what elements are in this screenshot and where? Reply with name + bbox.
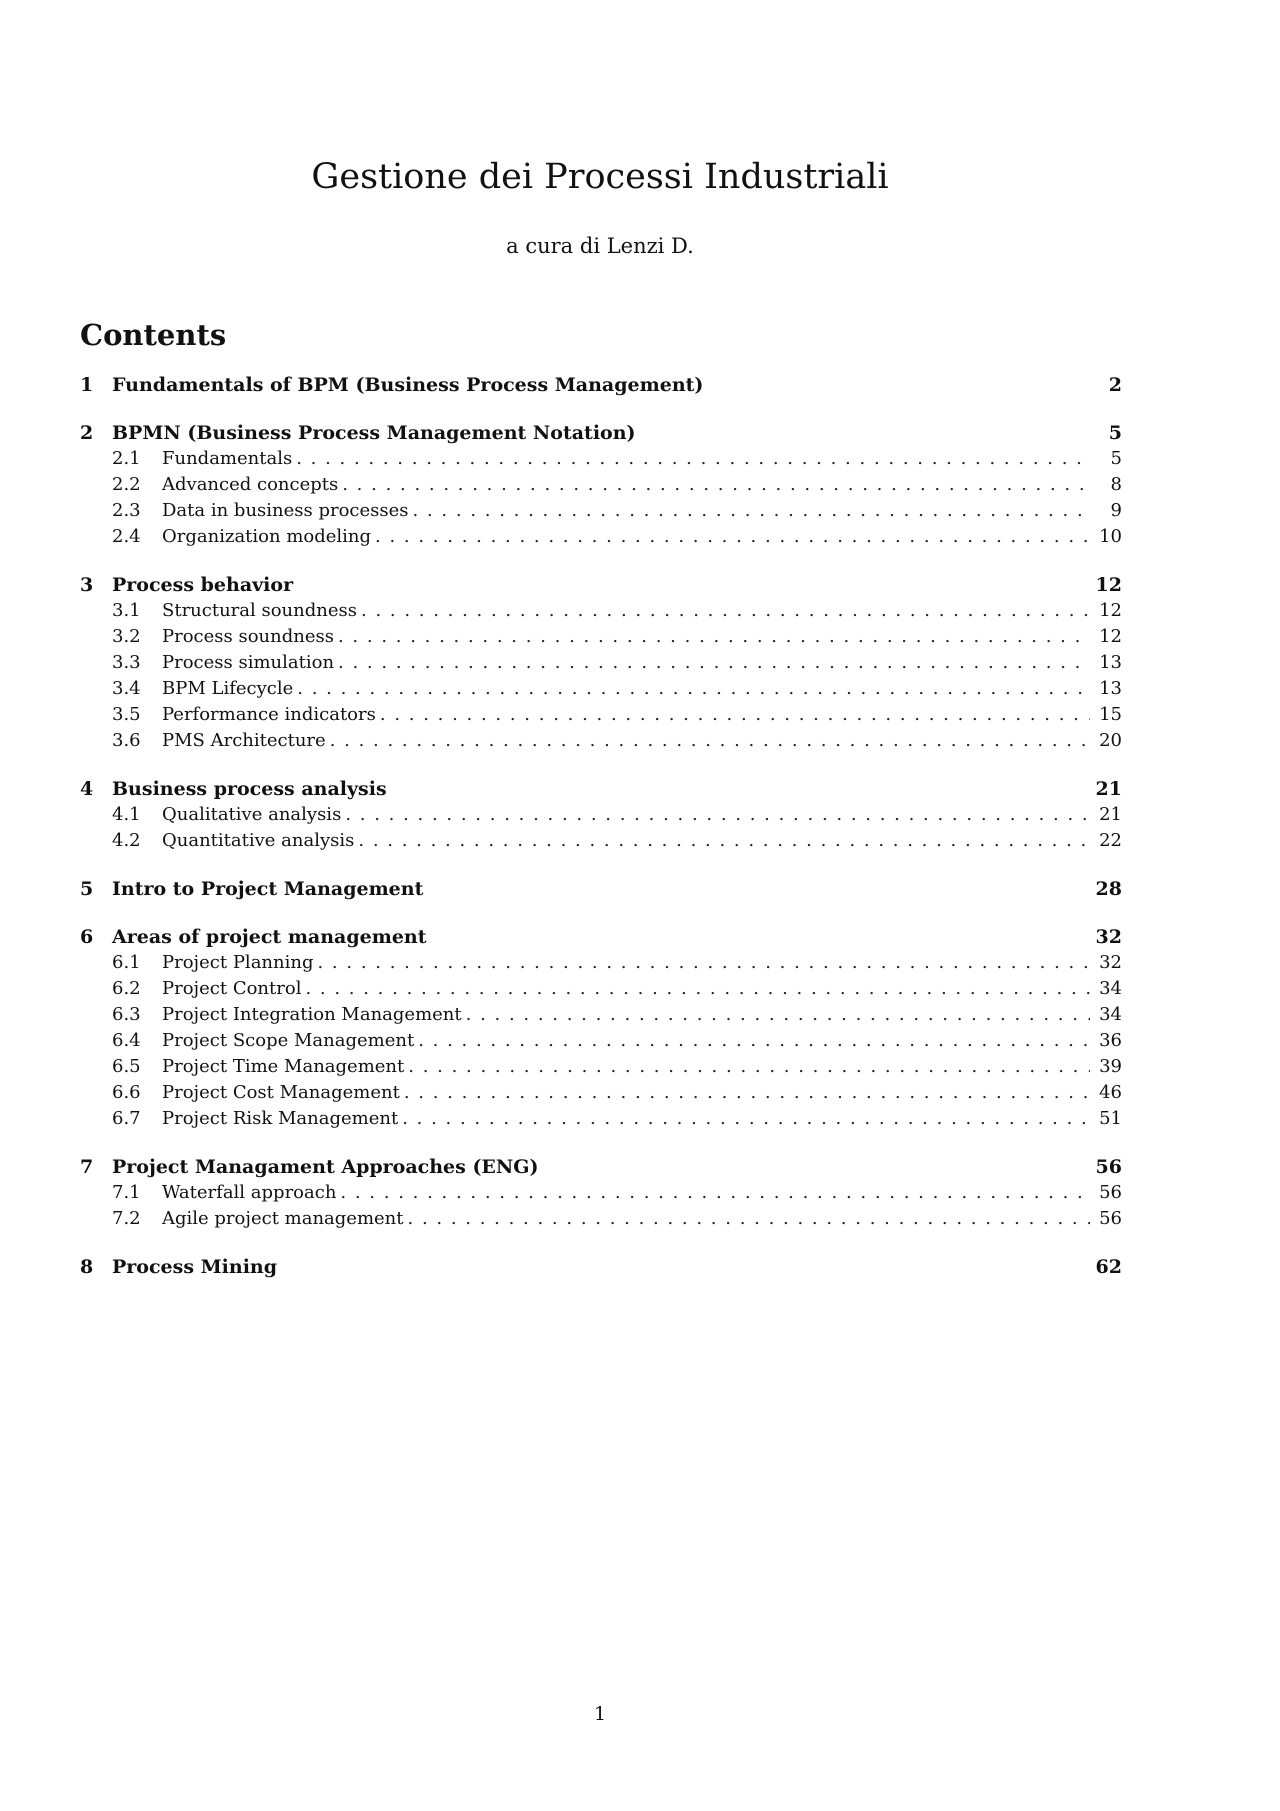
toc-section-entry[interactable] [80,1106,1122,1132]
toc-chapter-entry[interactable] [80,1254,1122,1280]
section-title: Project Cost Management [162,1082,400,1103]
chapter-page-number: 28 [1095,878,1122,900]
section-title: Process simulation [162,652,335,673]
dot-leader [297,676,1090,702]
dot-leader [380,702,1090,728]
section-number: 6.5 [112,1056,141,1077]
section-number: 6.3 [112,1004,141,1025]
section-number: 7.2 [112,1208,141,1229]
section-title: Waterfall approach [162,1182,337,1203]
toc-section-entry[interactable] [80,498,1122,524]
dot-leader [340,1180,1090,1206]
section-title: PMS Architecture [162,730,326,751]
section-title: Data in business processes [162,500,409,521]
section-title: Quantitative analysis [162,830,355,851]
page-number: 1 [593,1703,607,1725]
toc-chapter-entry[interactable] [80,876,1122,902]
toc-chapter [80,876,1122,902]
dot-leader [345,802,1090,828]
toc-section-entry[interactable] [80,976,1122,1002]
section-page-number: 15 [1099,704,1122,725]
toc-section-entry[interactable] [80,802,1122,828]
toc-chapter [80,1154,1122,1232]
section-page-number: 9 [1110,500,1122,521]
chapter-number: 2 [80,422,94,444]
chapter-page-number: 32 [1095,926,1122,948]
section-title: Project Integration Management [162,1004,462,1025]
chapter-number: 4 [80,778,94,800]
toc-chapter [80,924,1122,1132]
chapter-page-number: 62 [1095,1256,1122,1278]
section-number: 3.1 [112,600,141,621]
dot-leader [317,950,1090,976]
toc-chapter-entry[interactable] [80,572,1122,598]
chapter-page-number: 12 [1095,574,1122,596]
chapter-number: 7 [80,1156,94,1178]
section-number: 6.7 [112,1108,141,1129]
dot-leader [330,728,1090,754]
toc-section-entry[interactable] [80,1206,1122,1232]
section-page-number: 13 [1099,678,1122,699]
section-page-number: 12 [1099,626,1122,647]
toc-chapter-entry[interactable] [80,420,1122,446]
dot-leader [408,1054,1090,1080]
section-number: 3.5 [112,704,141,725]
toc-section-entry[interactable] [80,1054,1122,1080]
toc-chapter [80,420,1122,550]
section-title: Fundamentals [162,448,293,469]
section-number: 3.2 [112,626,141,647]
dot-leader [413,498,1090,524]
dot-leader [418,1028,1090,1054]
dot-leader [408,1206,1091,1232]
toc-chapter-entry[interactable] [80,924,1122,950]
chapter-number: 6 [80,926,94,948]
dot-leader [305,976,1090,1002]
section-page-number: 12 [1099,600,1122,621]
toc-chapter [80,372,1122,398]
toc-chapter [80,1254,1122,1280]
section-number: 4.2 [112,830,141,851]
chapter-page-number: 21 [1095,778,1122,800]
section-number: 6.4 [112,1030,141,1051]
toc-chapter [80,776,1122,854]
section-page-number: 39 [1099,1056,1122,1077]
section-title: Project Planning [162,952,314,973]
chapter-number: 5 [80,878,94,900]
section-number: 2.3 [112,500,141,521]
chapter-page-number: 5 [1108,422,1122,444]
section-number: 2.4 [112,526,141,547]
section-page-number: 56 [1099,1182,1122,1203]
dot-leader [466,1002,1090,1028]
chapter-page-number: 56 [1095,1156,1122,1178]
section-number: 3.3 [112,652,141,673]
chapter-title: Process Mining [112,1256,278,1278]
section-number: 4.1 [112,804,141,825]
toc-section-entry[interactable] [80,1002,1122,1028]
table-of-contents [80,372,1122,1302]
toc-section-entry[interactable] [80,702,1122,728]
section-number: 3.6 [112,730,141,751]
section-title: Performance indicators [162,704,376,725]
dot-leader [402,1106,1090,1132]
section-title: Advanced concepts [162,474,339,495]
toc-section-entry[interactable] [80,624,1122,650]
toc-section-entry[interactable] [80,1180,1122,1206]
section-page-number: 22 [1099,830,1122,851]
section-title: Process soundness [162,626,334,647]
section-title: Project Risk Management [162,1108,399,1129]
chapter-title: Project Managament Approaches (ENG) [112,1156,539,1178]
toc-section-entry[interactable] [80,524,1122,550]
section-title: Project Scope Management [162,1030,415,1051]
chapter-number: 1 [80,374,94,396]
section-number: 6.2 [112,978,141,999]
dot-leader [296,446,1090,472]
toc-section-entry[interactable] [80,728,1122,754]
toc-section-entry[interactable] [80,446,1122,472]
section-title: Project Control [162,978,302,999]
chapter-page-number: 2 [1108,374,1122,396]
toc-chapter-entry[interactable] [80,776,1122,802]
section-number: 2.1 [112,448,141,469]
section-page-number: 56 [1099,1208,1122,1229]
section-title: Project Time Management [162,1056,405,1077]
section-page-number: 13 [1099,652,1122,673]
toc-section-entry[interactable] [80,676,1122,702]
section-title: Organization modeling [162,526,372,547]
section-page-number: 34 [1099,1004,1122,1025]
toc-chapter [80,572,1122,754]
section-title: Qualitative analysis [162,804,342,825]
toc-section-entry[interactable] [80,1080,1122,1106]
chapter-title: Areas of project management [112,926,427,948]
section-page-number: 10 [1099,526,1122,547]
section-number: 3.4 [112,678,141,699]
section-title: Structural soundness [162,600,357,621]
section-number: 6.1 [112,952,141,973]
chapter-number: 3 [80,574,94,596]
toc-section-entry[interactable] [80,950,1122,976]
section-title: Agile project management [162,1208,404,1229]
dot-leader [375,524,1090,550]
document-title: Gestione dei Processi Industriali [311,157,889,197]
section-page-number: 20 [1099,730,1122,751]
chapter-title: Process behavior [112,574,294,596]
section-page-number: 8 [1110,474,1122,495]
chapter-title: Intro to Project Management [112,878,424,900]
section-page-number: 51 [1099,1108,1122,1129]
document-author: a cura di Lenzi D. [506,234,694,258]
toc-section-entry[interactable] [80,472,1122,498]
section-page-number: 5 [1110,448,1122,469]
chapter-title: Fundamentals of BPM (Business Process Management) [112,374,704,396]
dot-leader [358,828,1090,854]
section-page-number: 34 [1099,978,1122,999]
dot-leader [361,598,1090,624]
toc-section-entry[interactable] [80,1028,1122,1054]
section-page-number: 32 [1099,952,1122,973]
section-title: BPM Lifecycle [162,678,294,699]
dot-leader [342,472,1090,498]
section-number: 7.1 [112,1182,141,1203]
toc-section-entry[interactable] [80,650,1122,676]
section-number: 2.2 [112,474,141,495]
contents-heading: Contents [80,318,227,352]
chapter-number: 8 [80,1256,94,1278]
dot-leader [338,650,1090,676]
chapter-title: BPMN (Business Process Management Notation) [112,422,636,444]
dot-leader [404,1080,1090,1106]
toc-section-entry[interactable] [80,598,1122,624]
toc-chapter-entry[interactable] [80,372,1122,398]
dot-leader [338,624,1090,650]
toc-section-entry[interactable] [80,828,1122,854]
chapter-title: Business process analysis [112,778,387,800]
toc-chapter-entry[interactable] [80,1154,1122,1180]
section-page-number: 21 [1099,804,1122,825]
section-page-number: 36 [1099,1030,1122,1051]
section-page-number: 46 [1099,1082,1122,1103]
section-number: 6.6 [112,1082,141,1103]
